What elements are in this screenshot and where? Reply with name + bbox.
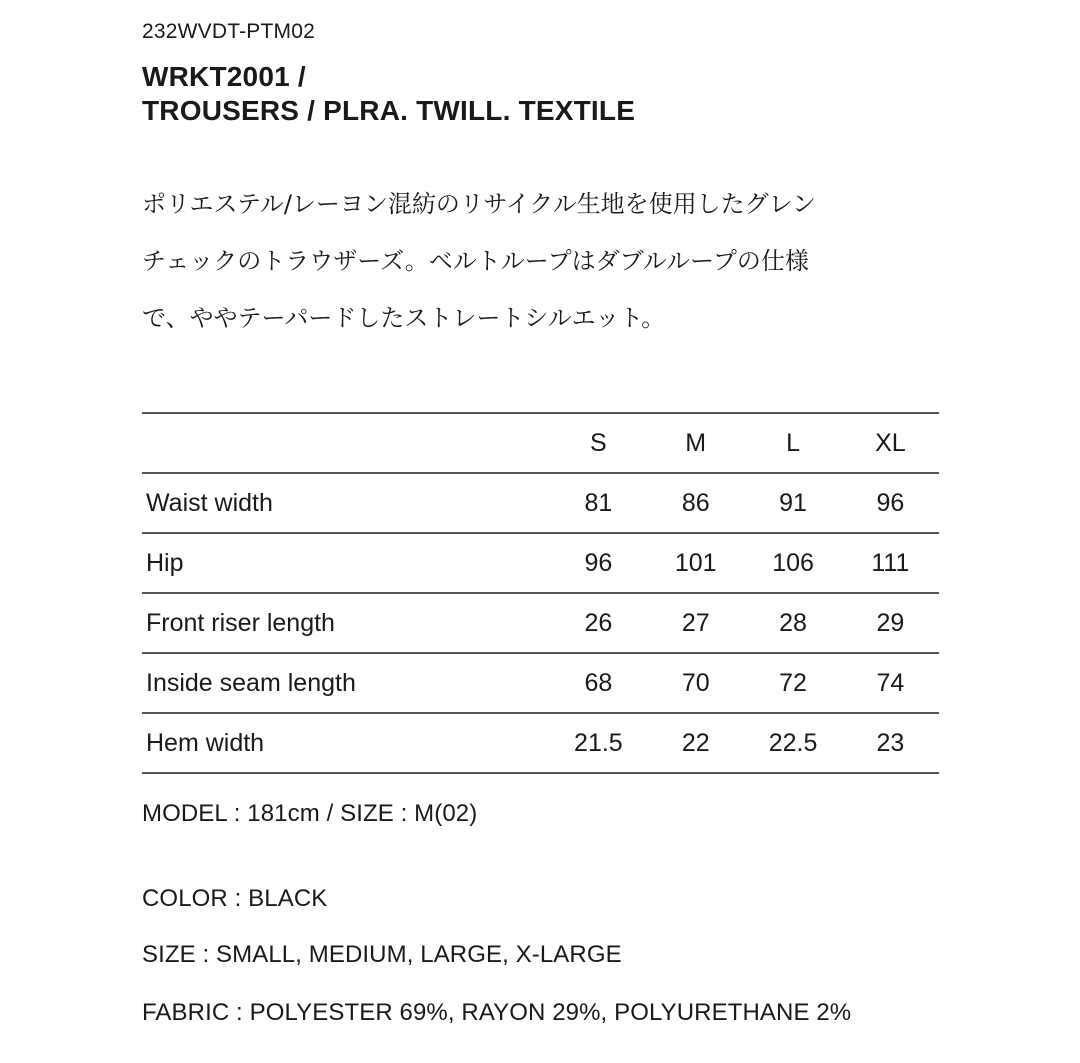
size-header-xl: XL: [842, 413, 939, 473]
size-chart-table: [142, 412, 939, 774]
table-row: [142, 653, 939, 713]
row-label: Front riser length: [142, 593, 550, 653]
product-title-line-2: TROUSERS / PLRA. TWILL. TEXTILE: [142, 95, 636, 126]
table-cell: 106: [744, 533, 841, 593]
description-line-2: チェックのトラウザーズ。ベルトループはダブルループの仕様: [142, 247, 809, 275]
table-cell: 29: [842, 593, 939, 653]
table-cell: 22.5: [744, 713, 841, 773]
size-info: SIZE : SMALL, MEDIUM, LARGE, X-LARGE: [142, 941, 622, 968]
table-row: [142, 533, 939, 593]
table-cell: 74: [842, 653, 939, 713]
size-header-m: M: [647, 413, 744, 473]
product-title-line-1: WRKT2001 /: [142, 61, 306, 92]
description-line-1: ポリエステル/レーヨン混紡のリサイクル生地を使用したグレン: [142, 190, 816, 218]
table-cell: 26: [550, 593, 647, 653]
table-cell: 111: [842, 533, 939, 593]
table-cell: 28: [744, 593, 841, 653]
size-header-blank: [142, 413, 550, 473]
table-row: [142, 713, 939, 773]
size-header-l: L: [744, 413, 841, 473]
table-cell: 101: [647, 533, 744, 593]
color-info: COLOR : BLACK: [142, 885, 328, 912]
table-cell: 96: [842, 473, 939, 533]
table-cell: 27: [647, 593, 744, 653]
product-description: [142, 176, 932, 347]
size-header-s: S: [550, 413, 647, 473]
row-label: Hip: [142, 533, 550, 593]
table-cell: 72: [744, 653, 841, 713]
product-title: [142, 60, 635, 128]
table-cell: 91: [744, 473, 841, 533]
table-cell: 81: [550, 473, 647, 533]
row-label: Inside seam length: [142, 653, 550, 713]
table-row: [142, 473, 939, 533]
table-cell: 22: [647, 713, 744, 773]
table-cell: 86: [647, 473, 744, 533]
product-code: 232WVDT-PTM02: [142, 20, 315, 43]
table-row: [142, 593, 939, 653]
row-label: Hem width: [142, 713, 550, 773]
table-cell: 21.5: [550, 713, 647, 773]
description-line-3: で、ややテーパードしたストレートシルエット。: [142, 304, 666, 332]
table-cell: 68: [550, 653, 647, 713]
table-cell: 23: [842, 713, 939, 773]
table-cell: 70: [647, 653, 744, 713]
model-info: MODEL : 181cm / SIZE : M(02): [142, 800, 478, 827]
fabric-info: FABRIC : POLYESTER 69%, RAYON 29%, POLYURETHANE 2%: [142, 999, 852, 1026]
row-label: Waist width: [142, 473, 550, 533]
size-header-row: [142, 413, 939, 473]
table-cell: 96: [550, 533, 647, 593]
